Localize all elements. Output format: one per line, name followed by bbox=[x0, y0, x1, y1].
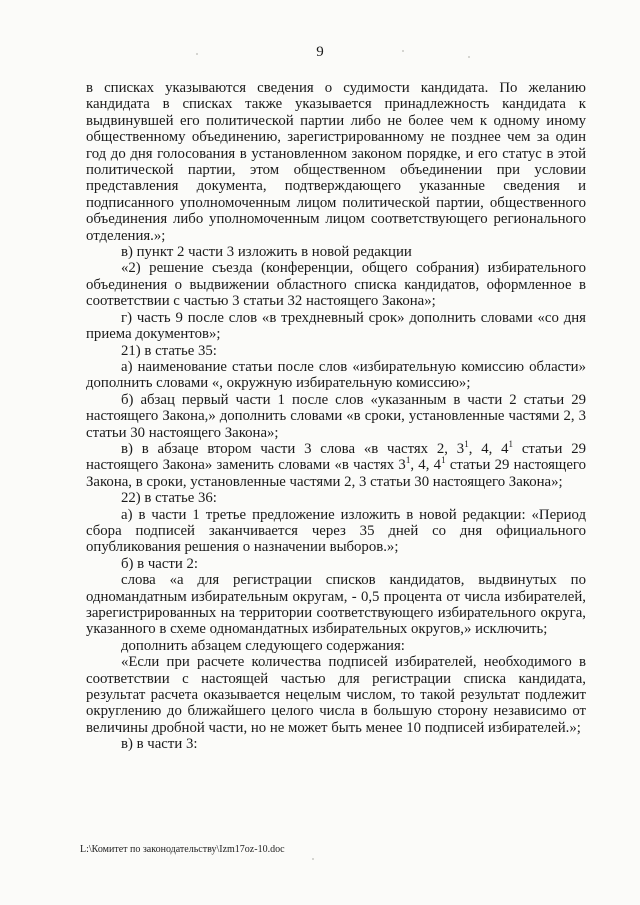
paragraph-rounding-rule: «Если при расчете количества подписей избирателей, необходимого в соответствии с настоящей частью для регистрации списка кандидата, результат расчета оказывается нецелым числом, то такой результат подлежит округлению до ближайшего целого числа в большую сторону независимо от величины дробной части, но не может быть менее 10 подписей избирателей.»; bbox=[86, 654, 586, 736]
scan-speck bbox=[468, 56, 470, 58]
paragraph-add-clause: дополнить абзацем следующего содержания: bbox=[121, 637, 405, 654]
scan-speck bbox=[196, 53, 198, 55]
paragraph-words-exclude: слова «а для регистрации списков кандидатов, выдвинутых по одномандатным избирательным округам, - 0,5 процента от числа избирателей, зарегистрированных на территории соответствующего избирательного округа, указанного в схеме одномандатных избирательных округов,» исключить; bbox=[86, 572, 586, 638]
paragraph-item-a-part1: а) в части 1 третье предложение изложить в новой редакции: «Период сбора подписей заканчивается через 35 дней со дня официального опубликования решения о назначении выборов.»; bbox=[86, 506, 586, 556]
paragraph-item-v-part3: в) пункт 2 части 3 изложить в новой редакции bbox=[121, 244, 412, 261]
paragraph-item-b-part1: б) абзац первый части 1 после слов «указанным в части 2 статьи 29 настоящего Закона,» дополнить словами «в сроки, установленные частями 2, 3 статьи 30 настоящего Закона»; bbox=[86, 391, 586, 441]
scan-speck bbox=[402, 50, 404, 52]
footer-file-path: L:\Комитет по законодательству\Izm17oz-10.doc bbox=[80, 844, 285, 855]
paragraph-candidate-info: в списках указываются сведения о судимости кандидата. По желанию кандидата в списках также указывается принадлежность кандидата к выдвинувшей его политической партии либо не более чем к одному иному общественному объединению, зарегистрированному не позднее чем за один год до дня голосования в установленном законом порядке, и его статус в этой политической партии, этом общественном объединении при условии представления документа, подтверждающего указанные сведения и подписанного уполномоченным лицом политической партии, общественного объединения либо уполномоченным лицом соответствующего регионального отделения.»; bbox=[86, 80, 586, 244]
paragraph-item-g-part9: г) часть 9 после слов «в трехдневный срок» дополнить словами «со дня приема документов»; bbox=[86, 309, 586, 343]
paragraph-item-v-part3-end: в) в части 3: bbox=[121, 736, 198, 753]
paragraph-item-b-part2: б) в части 2: bbox=[121, 555, 199, 572]
paragraph-item-v-part3-words: в) в абзаце втором части 3 слова «в частях 2, $3^1$, 4, $4^1$ статьи 29 настоящего Закона» заменить словами «в частях $3^1$, 4, $4^1$ статьи 29 настоящего Закона, в сроки, установленные частями 2, 3 статьи 30 настоящего Закона»; bbox=[86, 438, 587, 490]
paragraph-congress-decision: «2) решение съезда (конференции, общего собрания) избирательного объединения о выдвижении областного списка кандидатов, оформленное в соответствии с частью 3 статьи 32 настоящего Закона»; bbox=[86, 260, 586, 310]
paragraph-article-35: 21) в статье 35: bbox=[121, 342, 217, 359]
page-number: 9 bbox=[316, 44, 324, 60]
scan-speck bbox=[312, 858, 314, 860]
document-body bbox=[86, 80, 586, 753]
paragraph-article-36: 22) в статье 36: bbox=[121, 490, 217, 507]
paragraph-item-a-title: а) наименование статьи после слов «избирательную комиссию области» дополнить словами «, окружную избирательную комиссию»; bbox=[86, 358, 586, 392]
